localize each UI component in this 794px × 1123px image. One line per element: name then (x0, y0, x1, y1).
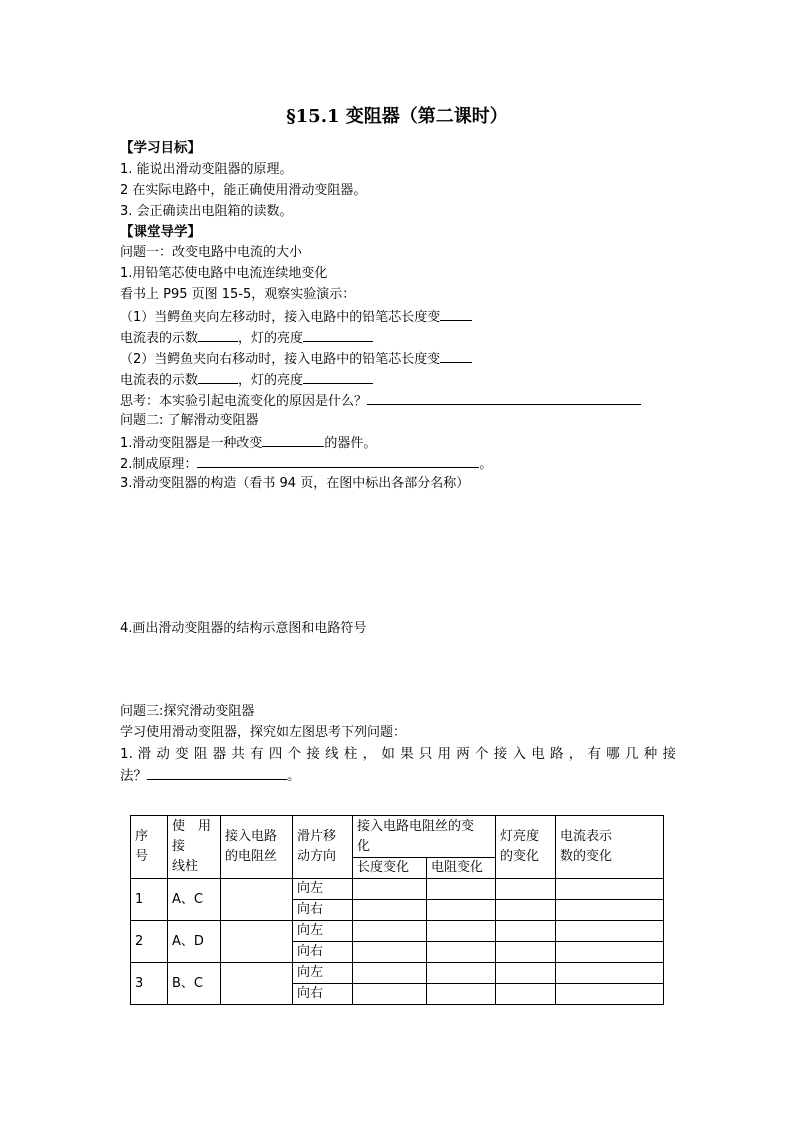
row-direction: 向左 (293, 963, 353, 984)
answer-cell[interactable] (221, 879, 293, 921)
header-resistance: 电阻变化 (427, 858, 496, 879)
answer-cell[interactable] (496, 984, 556, 1005)
row-direction: 向左 (293, 921, 353, 942)
answer-cell[interactable] (496, 942, 556, 963)
right-move-text: （2）当鳄鱼夹向右移动时，接入电路中的铅笔芯长度变 (120, 352, 441, 367)
answer-cell[interactable] (353, 900, 427, 921)
left-move-text: （1）当鳄鱼夹向左移动时，接入电路中的铅笔芯长度变 (120, 310, 441, 325)
table-row (131, 963, 664, 984)
right-move-line (120, 348, 472, 370)
objectives-heading: 【学习目标】 (120, 140, 201, 156)
header-number: 序 号 (131, 816, 168, 879)
right-move-result-line (120, 369, 373, 391)
answer-cell[interactable] (496, 900, 556, 921)
header-posts: 使 用 接 线柱 (168, 816, 221, 879)
answer-blank[interactable] (440, 306, 472, 321)
page-title: §15.1 变阻器（第二课时） (286, 106, 508, 127)
objective-item: 1. 能说出滑动变阻器的原理。 (120, 162, 293, 177)
answer-cell[interactable] (556, 963, 664, 984)
answer-cell[interactable] (221, 921, 293, 963)
answer-cell[interactable] (353, 963, 427, 984)
answer-cell[interactable] (427, 900, 496, 921)
answer-blank[interactable] (440, 348, 472, 363)
answer-cell[interactable] (496, 921, 556, 942)
q2-item-2-text: 2.制成原理： (120, 457, 198, 472)
table-row (131, 879, 664, 900)
question-one-sub: 1.用铅笔芯使电路中电流连续地变化 (120, 266, 328, 281)
lamp-text: ，灯的亮度 (238, 373, 304, 388)
answer-cell[interactable] (353, 879, 427, 900)
answer-blank[interactable] (198, 327, 238, 342)
left-move-line (120, 306, 472, 328)
answer-blank[interactable] (197, 453, 479, 468)
answer-cell[interactable] (556, 921, 664, 942)
question-one-read: 看书上 P95 页图 15-5，观察实验演示： (120, 287, 356, 302)
answer-cell[interactable] (556, 879, 664, 900)
question-one-title: 问题一：改变电路中电流的大小 (120, 245, 303, 260)
question-two-title: 问题二: 了解滑动变阻器 (120, 413, 259, 428)
q2-item-3: 3.滑动变阻器的构造（看书 94 页，在图中标出各部分名称） (120, 476, 470, 491)
answer-cell[interactable] (353, 942, 427, 963)
answer-blank[interactable] (303, 369, 373, 384)
answer-cell[interactable] (427, 942, 496, 963)
ammeter-text: 电流表的示数 (120, 373, 199, 388)
objective-item: 2 在实际电路中，能正确使用滑动变阻器。 (120, 183, 367, 198)
left-move-result-line (120, 327, 373, 349)
answer-cell[interactable] (353, 984, 427, 1005)
row-number: 1 (131, 879, 168, 921)
table-row (131, 921, 664, 942)
objective-item: 3. 会正确读出电阻箱的读数。 (120, 204, 293, 219)
lamp-text: ，灯的亮度 (238, 331, 304, 346)
header-wire: 接入电路 的电阻丝 (221, 816, 293, 879)
row-direction: 向右 (293, 900, 353, 921)
experiment-table (130, 815, 664, 1005)
answer-cell[interactable] (496, 879, 556, 900)
q3-item-1-line-1: 1. 滑 动 变 阻 器 共 有 四 个 接 线 柱 ， 如 果 只 用 两 个 接 入 电 路 ， 有 哪 几 种 接 (120, 746, 676, 762)
guide-heading: 【课堂导学】 (120, 224, 201, 240)
think-text: 思考：本实验引起电流变化的原因是什么？ (120, 394, 368, 409)
answer-cell[interactable] (496, 963, 556, 984)
think-line (120, 390, 641, 412)
q3-item-1-line-2 (120, 765, 301, 786)
q2-item-1 (120, 432, 376, 454)
row-direction: 向右 (293, 984, 353, 1005)
answer-cell[interactable] (556, 900, 664, 921)
answer-blank[interactable] (367, 390, 641, 405)
q2-item-2 (120, 453, 492, 475)
answer-cell[interactable] (221, 963, 293, 1005)
row-posts: B、C (168, 963, 221, 1005)
q2-item-1-text: 1.滑动变阻器是一种改变 (120, 436, 263, 451)
answer-cell[interactable] (353, 921, 427, 942)
q2-item-2-end: 。 (479, 457, 493, 472)
ammeter-text: 电流表的示数 (120, 331, 199, 346)
row-direction: 向左 (293, 879, 353, 900)
q3-item-1-end: 。 (287, 768, 301, 784)
row-number: 3 (131, 963, 168, 1005)
header-lamp: 灯亮度 的变化 (496, 816, 556, 879)
answer-blank[interactable] (303, 327, 373, 342)
answer-blank[interactable] (147, 765, 287, 780)
q3-item-1-text: 法？ (120, 768, 147, 784)
header-length: 长度变化 (353, 858, 427, 879)
row-posts: A、C (168, 879, 221, 921)
question-three-intro: 学习使用滑动变阻器，探究如左图思考下列问题： (120, 725, 407, 740)
answer-blank[interactable] (198, 369, 238, 384)
header-change: 接入电路电阻丝的变 化 (353, 816, 496, 858)
question-three-title: 问题三:探究滑动变阻器 (120, 704, 255, 719)
q2-item-4: 4.画出滑动变阻器的结构示意图和电路符号 (120, 621, 367, 636)
header-move: 滑片移 动方向 (293, 816, 353, 879)
answer-cell[interactable] (556, 942, 664, 963)
answer-cell[interactable] (556, 984, 664, 1005)
answer-cell[interactable] (427, 879, 496, 900)
answer-cell[interactable] (427, 963, 496, 984)
row-posts: A、D (168, 921, 221, 963)
row-number: 2 (131, 921, 168, 963)
answer-blank[interactable] (262, 432, 324, 447)
answer-cell[interactable] (427, 921, 496, 942)
q2-item-1-end: 的器件。 (324, 436, 377, 451)
row-direction: 向右 (293, 942, 353, 963)
answer-cell[interactable] (427, 984, 496, 1005)
header-ammeter: 电流表示 数的变化 (556, 816, 664, 879)
